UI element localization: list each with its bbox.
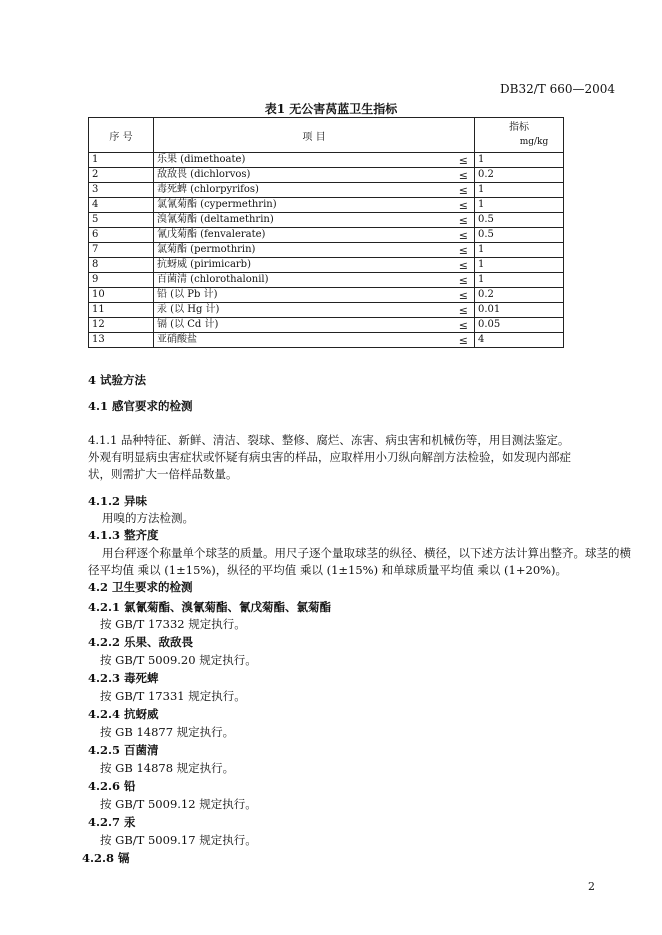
less-equal-symbol: ≤	[458, 274, 468, 287]
row-item-label: 乐果 (dimethoate)	[157, 154, 246, 165]
row-item	[154, 198, 475, 213]
para-4-1-1: 4.1.1 品种特征、新鲜、清洁、裂球、整修、腐烂、冻害、病虫害和机械伤等，用目测法鉴定。外观有明显病虫害症状或怀疑有病虫害的样品，应取样用小刀纵向解剖方法检验，如发现内部症状，则需扩大一倍样品数量。	[88, 433, 571, 481]
row-item	[154, 228, 475, 243]
table-row	[89, 333, 564, 348]
row-value: 1	[475, 153, 564, 168]
table-row	[89, 228, 564, 243]
table-row	[89, 273, 564, 288]
section-4-2-8: 4.2.8 镉	[82, 851, 130, 865]
row-value: 1	[475, 273, 564, 288]
table-row	[89, 258, 564, 273]
row-item-label: 亚硝酸盐	[157, 334, 197, 345]
less-equal-symbol: ≤	[458, 244, 468, 257]
row-item	[154, 153, 475, 168]
para-4-2-6: 按 GB/T 5009.12 规定执行。	[100, 797, 257, 811]
less-equal-symbol: ≤	[458, 169, 468, 182]
row-item	[154, 243, 475, 258]
row-no: 1	[89, 153, 154, 168]
table-row	[89, 153, 564, 168]
row-no: 8	[89, 258, 154, 273]
section-4-1: 4.1 感官要求的检测	[88, 399, 193, 413]
para-4-2-4: 按 GB 14877 规定执行。	[100, 725, 235, 739]
row-no: 2	[89, 168, 154, 183]
row-item	[154, 168, 475, 183]
row-no: 10	[89, 288, 154, 303]
row-no: 3	[89, 183, 154, 198]
page-number: 2	[588, 880, 595, 893]
row-no: 12	[89, 318, 154, 333]
header-value	[475, 118, 564, 153]
section-4-2: 4.2 卫生要求的检测	[88, 580, 193, 594]
table-row	[89, 303, 564, 318]
row-value: 0.2	[475, 168, 564, 183]
section-4-2-4: 4.2.4 抗蚜威	[88, 707, 159, 721]
row-item	[154, 288, 475, 303]
para-4-2-1: 按 GB/T 17332 规定执行。	[100, 617, 246, 631]
row-item	[154, 333, 475, 348]
less-equal-symbol: ≤	[458, 289, 468, 302]
header-unit: mg/kg	[519, 137, 549, 147]
row-item-label: 汞 (以 Hg 计)	[157, 304, 220, 315]
row-no: 7	[89, 243, 154, 258]
para-4-1-3-b: 径平均值 乘以 (1±15%)，纵径的平均值 乘以 (1±15%) 和单球质量平均值 乘以 (1+20%)。	[88, 563, 568, 577]
less-equal-symbol: ≤	[458, 319, 468, 332]
section-4-2-7: 4.2.7 汞	[88, 815, 136, 829]
row-value: 0.5	[475, 228, 564, 243]
table-row	[89, 213, 564, 228]
less-equal-symbol: ≤	[458, 259, 468, 272]
row-item-label: 铅 (以 Pb 计)	[157, 289, 218, 300]
row-value: 1	[475, 198, 564, 213]
row-item-label: 溴氰菊酯 (deltamethrin)	[157, 214, 274, 225]
row-item-label: 抗蚜威 (pirimicarb)	[157, 259, 251, 270]
para-4-2-3: 按 GB/T 17331 规定执行。	[100, 689, 246, 703]
section-4: 4 试验方法	[88, 373, 147, 387]
header-value-label: 指标	[509, 122, 529, 133]
less-equal-symbol: ≤	[458, 199, 468, 212]
row-item	[154, 183, 475, 198]
row-item	[154, 318, 475, 333]
table-title: 表1 无公害莴蓝卫生指标	[264, 102, 398, 116]
header-no: 序 号	[89, 118, 154, 153]
para-4-2-7: 按 GB/T 5009.17 规定执行。	[100, 833, 257, 847]
row-value: 0.01	[475, 303, 564, 318]
row-value: 0.5	[475, 213, 564, 228]
section-4-1-2: 4.1.2 异味	[88, 494, 148, 508]
table-header-row	[89, 118, 564, 153]
table-row	[89, 318, 564, 333]
row-value: 1	[475, 243, 564, 258]
row-item-label: 敌敌畏 (dichlorvos)	[157, 169, 251, 180]
row-no: 4	[89, 198, 154, 213]
row-no: 6	[89, 228, 154, 243]
para-4-2-5: 按 GB 14878 规定执行。	[100, 761, 235, 775]
para-4-1-2: 用嗅的方法检测。	[102, 511, 194, 525]
row-item-label: 镉 (以 Cd 计)	[157, 319, 219, 330]
row-item-label: 百菌清 (chlorothalonil)	[157, 274, 269, 285]
row-value: 0.05	[475, 318, 564, 333]
row-no: 13	[89, 333, 154, 348]
row-no: 9	[89, 273, 154, 288]
less-equal-symbol: ≤	[458, 229, 468, 242]
row-item	[154, 213, 475, 228]
less-equal-symbol: ≤	[458, 304, 468, 317]
row-item	[154, 273, 475, 288]
section-4-2-3: 4.2.3 毒死蜱	[88, 671, 159, 685]
row-value: 1	[475, 258, 564, 273]
row-item	[154, 258, 475, 273]
table-row	[89, 168, 564, 183]
table-row	[89, 183, 564, 198]
less-equal-symbol: ≤	[458, 154, 468, 167]
section-4-2-1: 4.2.1 氯氰菊酯、溴氰菊酯、氰戊菊酯、氯菊酯	[88, 600, 332, 614]
row-item-label: 毒死蜱 (chlorpyrifos)	[157, 184, 259, 195]
row-value: 4	[475, 333, 564, 348]
row-item-label: 氯氰菊酯 (cypermethrin)	[157, 199, 277, 210]
row-value: 1	[475, 183, 564, 198]
hygiene-table	[88, 117, 564, 348]
section-4-2-2: 4.2.2 乐果、敌敌畏	[88, 635, 194, 649]
header-item: 项 目	[154, 118, 475, 153]
row-no: 5	[89, 213, 154, 228]
less-equal-symbol: ≤	[458, 334, 468, 347]
para-4-2-2: 按 GB/T 5009.20 规定执行。	[100, 653, 257, 667]
row-no: 11	[89, 303, 154, 318]
less-equal-symbol: ≤	[458, 184, 468, 197]
section-4-2-5: 4.2.5 百菌清	[88, 743, 159, 757]
row-value: 0.2	[475, 288, 564, 303]
para-4-1-3-a: 用台秤逐个称量单个球茎的质量。用尺子逐个量取球茎的纵径、横径，以下述方法计算出整齐。球茎的横	[102, 546, 631, 560]
less-equal-symbol: ≤	[458, 214, 468, 227]
section-4-1-3: 4.1.3 整齐度	[88, 528, 159, 542]
section-4-2-6: 4.2.6 铅	[88, 779, 136, 793]
table-row	[89, 288, 564, 303]
table-row	[89, 198, 564, 213]
table-row	[89, 243, 564, 258]
row-item-label: 氰戊菊酯 (fenvalerate)	[157, 229, 266, 240]
doc-code: DB32/T 660—2004	[500, 82, 616, 96]
row-item-label: 氯菊酯 (permothrin)	[157, 244, 256, 255]
row-item	[154, 303, 475, 318]
